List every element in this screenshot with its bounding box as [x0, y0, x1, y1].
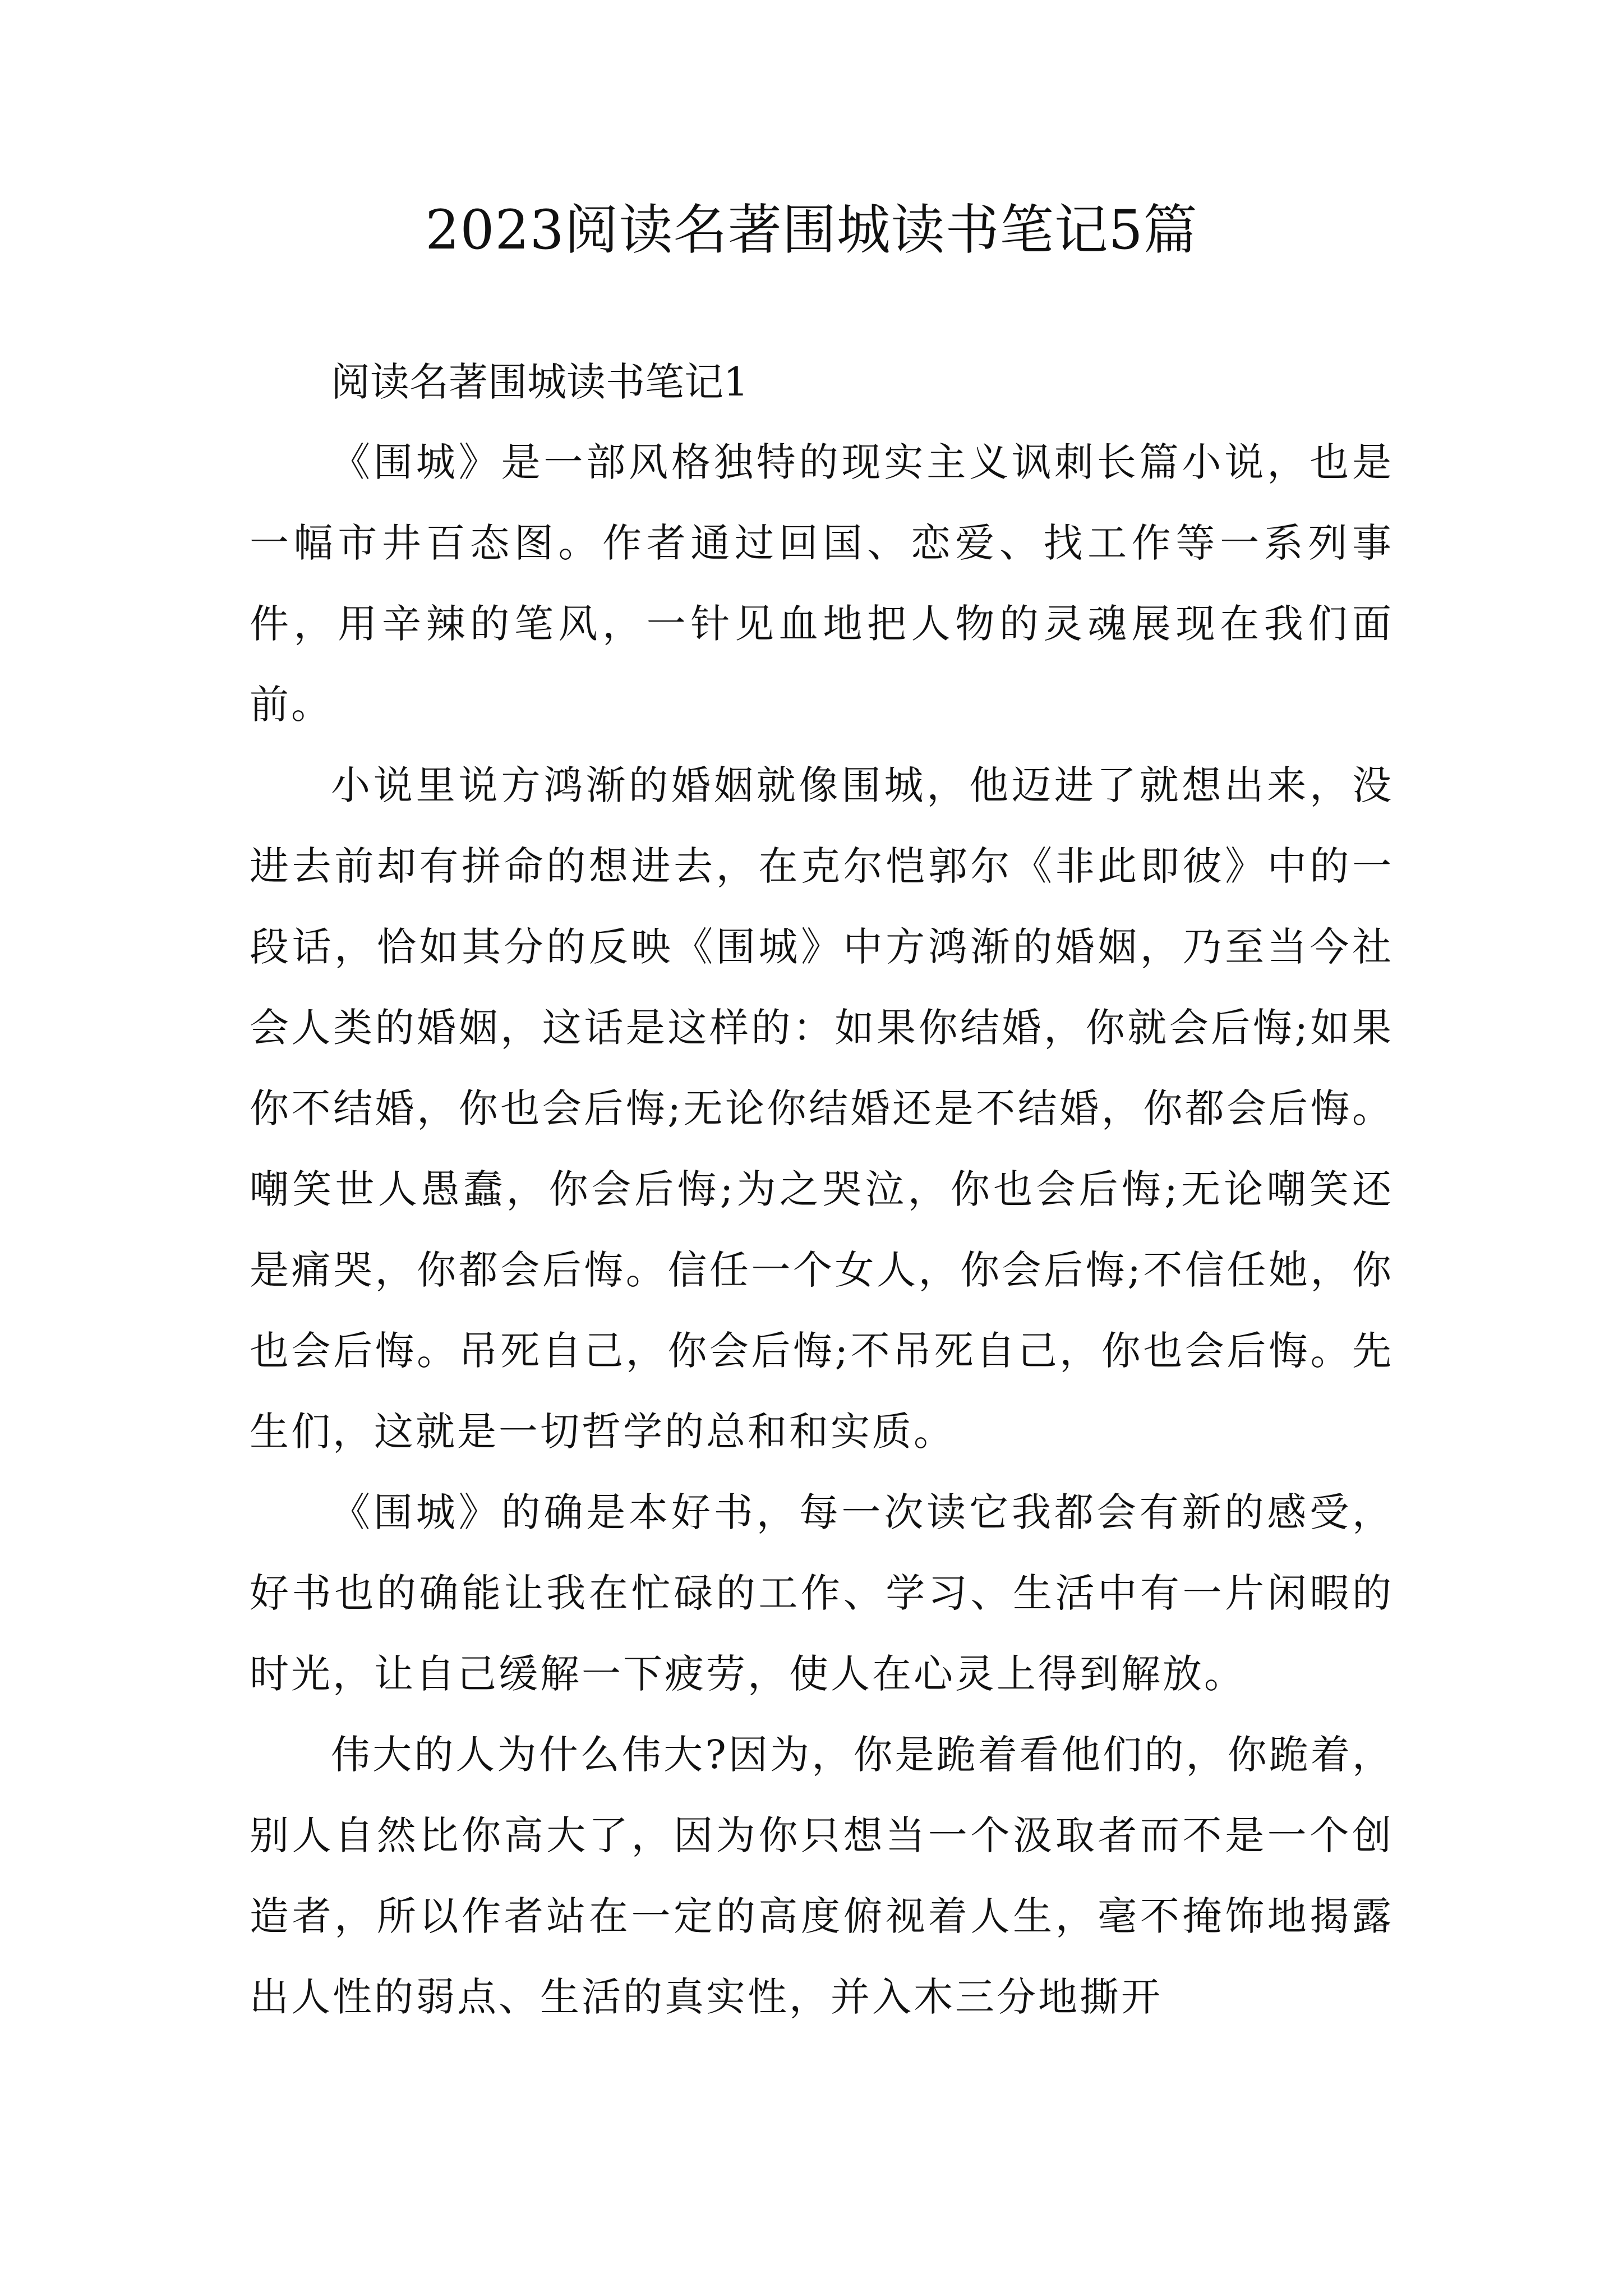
paragraph: 伟大的人为什么伟大?因为，你是跪着看他们的，你跪着，别人自然比你高大了，因为你只想当一个汲取者而不是一个创造者，所以作者站在一定的高度俯视着人生，毫不掩饰地揭露出人性的弱点、生活的真实性，并入木三分地撕开 — [250, 1732, 1394, 2020]
document-body — [250, 342, 1394, 2037]
document-title: 2023阅读名著围城读书笔记5篇 — [425, 199, 1198, 261]
section-heading: 阅读名著围城读书笔记1 — [331, 359, 749, 405]
paragraph: 《围城》是一部风格独特的现实主义讽刺长篇小说，也是一幅市井百态图。作者通过回国、恋爱、找工作等一系列事件，用辛辣的笔风，一针见血地把人物的灵魂展现在我们面前。 — [250, 439, 1394, 728]
paragraph: 《围城》的确是本好书，每一次读它我都会有新的感受，好书也的确能让我在忙碌的工作、学习、生活中有一片闲暇的时光，让自己缓解一下疲劳，使人在心灵上得到解放。 — [250, 1489, 1394, 1697]
paragraph: 小说里说方鸿渐的婚姻就像围城，他迈进了就想出来，没进去前却有拼命的想进去，在克尔恺郭尔《非此即彼》中的一段话，恰如其分的反映《围城》中方鸿渐的婚姻，乃至当今社会人类的婚姻，这话是这样的：如果你结婚，你就会后悔;如果你不结婚，你也会后悔;无论你结婚还是不结婚，你都会后悔。嘲笑世人愚蠢，你会后悔;为之哭泣，你也会后悔;无论嘲笑还是痛哭，你都会后悔。信任一个女人，你会后悔;不信任她，你也会后悔。吊死自己，你会后悔;不吊死自己，你也会后悔。先生们，这就是一切哲学的总和和实质。 — [250, 762, 1394, 1455]
